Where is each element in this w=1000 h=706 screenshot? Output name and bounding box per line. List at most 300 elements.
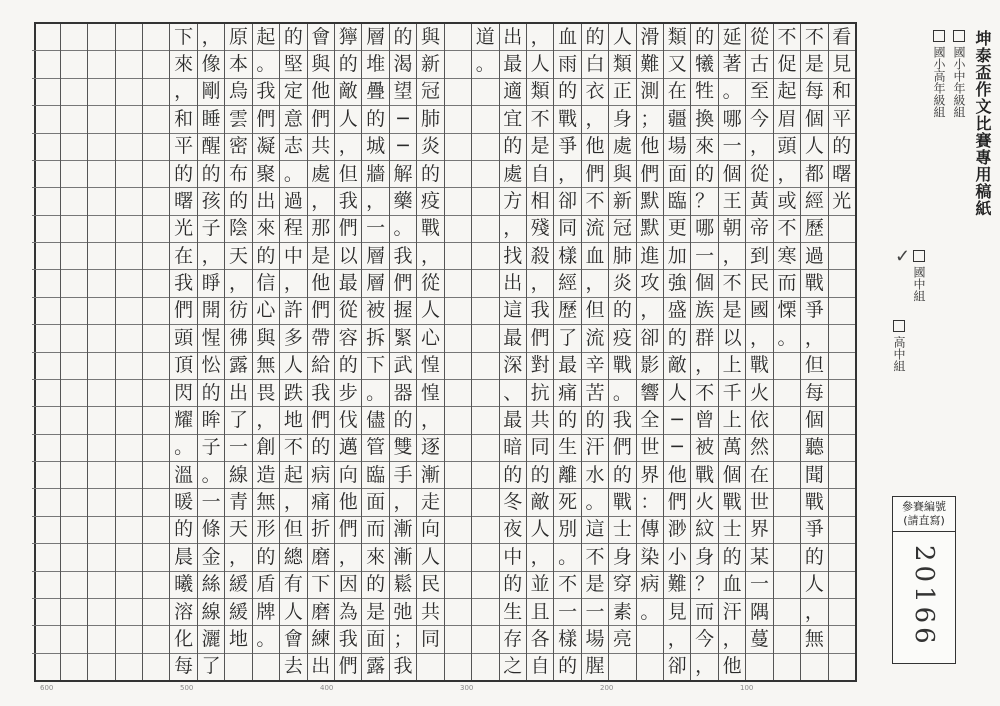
grid-cell: 牲	[691, 79, 717, 106]
grid-cell: ，	[500, 216, 526, 243]
grid-cell: ，	[719, 243, 745, 270]
grid-cell	[32, 24, 59, 51]
grid-cell: ，	[335, 134, 361, 161]
grid-cell: 被	[362, 298, 388, 325]
grid-cell: 們	[308, 298, 334, 325]
grid-cell: 中	[280, 243, 306, 270]
grid-cell: 的	[500, 134, 526, 161]
grid-cell	[88, 489, 114, 516]
grid-cell	[829, 407, 855, 434]
grid-cell: ，	[527, 544, 553, 571]
grid-cell: 從	[746, 24, 772, 51]
grid-cell: 火	[691, 489, 717, 516]
grid-cell: 平	[170, 134, 196, 161]
grid-cell: 個	[801, 106, 827, 133]
grid-cell	[116, 517, 142, 544]
grid-cell	[143, 462, 169, 489]
grid-cell: 肺	[417, 106, 443, 133]
grid-cell: 的	[500, 462, 526, 489]
grid-cell	[32, 517, 59, 544]
grid-cell: 卻	[637, 325, 663, 352]
grid-column	[553, 24, 580, 680]
grid-cell: 經	[554, 270, 580, 297]
grid-cell	[88, 270, 114, 297]
grid-cell: ，	[280, 270, 306, 297]
grid-cell: 最	[500, 325, 526, 352]
grid-cell: 犧	[691, 51, 717, 78]
grid-cell: 適	[500, 79, 526, 106]
grid-cell: 身	[609, 544, 635, 571]
grid-cell: 走	[417, 489, 443, 516]
grid-cell: 爭	[801, 298, 827, 325]
grid-cell: ，	[417, 243, 443, 270]
grid-cell: 雙	[390, 435, 416, 462]
grid-column	[444, 24, 471, 680]
grid-cell: 著	[719, 51, 745, 78]
grid-cell	[417, 654, 443, 680]
grid-cell: 世	[746, 489, 772, 516]
grid-cell: 冬	[500, 489, 526, 516]
grid-cell	[445, 435, 471, 462]
grid-cell: 面	[362, 489, 388, 516]
grid-cell	[472, 106, 498, 133]
option-elementary-middle: 國小中年級組	[948, 30, 968, 118]
grid-cell: 相	[527, 188, 553, 215]
grid-cell: 的	[362, 572, 388, 599]
grid-cell: 邁	[335, 435, 361, 462]
grid-cell: 的	[500, 572, 526, 599]
grid-cell: 之	[503, 655, 523, 678]
grid-cell: 汗	[719, 599, 745, 626]
grid-cell: 病	[637, 572, 663, 599]
grid-cell	[32, 188, 59, 215]
grid-cell	[445, 161, 471, 188]
grid-cell	[829, 243, 855, 270]
grid-cell: 敵	[335, 79, 361, 106]
grid-column	[663, 24, 690, 680]
grid-cell: 像	[198, 51, 224, 78]
grid-cell: 向	[335, 462, 361, 489]
grid-cell: 加	[664, 243, 690, 270]
grid-cell: 彷	[225, 298, 251, 325]
grid-cell	[116, 544, 142, 571]
grid-cell	[445, 654, 471, 680]
grid-cell: 容	[335, 325, 361, 352]
grid-cell: 溶	[170, 599, 196, 626]
grid-cell: 個	[691, 270, 717, 297]
grid-cell	[32, 626, 59, 653]
grid-cell: ；	[637, 106, 663, 133]
grid-cell	[472, 161, 498, 188]
grid-cell: 而	[691, 599, 717, 626]
grid-cell: 曙	[170, 188, 196, 215]
grid-cell: 給	[308, 353, 334, 380]
grid-cell	[88, 544, 114, 571]
grid-cell	[445, 544, 471, 571]
grid-cell: 。	[637, 599, 663, 626]
grid-cell	[637, 654, 663, 680]
grid-cell: 抗	[527, 380, 553, 407]
grid-cell	[609, 654, 635, 680]
grid-cell: 的	[198, 161, 224, 188]
grid-cell	[143, 626, 169, 653]
grid-cell	[445, 188, 471, 215]
grid-cell	[61, 243, 87, 270]
grid-cell	[88, 353, 114, 380]
grid-cell: 的	[719, 544, 745, 571]
grid-cell: 隅	[746, 599, 772, 626]
grid-cell: 子	[198, 216, 224, 243]
grid-cell: 深	[500, 353, 526, 380]
grid-cell: 。	[390, 216, 416, 243]
grid-cell	[116, 325, 142, 352]
grid-cell	[143, 544, 169, 571]
grid-cell: 的	[801, 544, 827, 571]
grid-cell	[116, 134, 142, 161]
grid-cell	[143, 270, 169, 297]
grid-cell: 線	[198, 599, 224, 626]
grid-cell: 漸	[417, 462, 443, 489]
grid-cell	[829, 270, 855, 297]
grid-cell: 肺	[609, 243, 635, 270]
grid-cell	[774, 435, 800, 462]
grid-cell: 聞	[801, 462, 827, 489]
grid-cell: 醒	[198, 134, 224, 161]
grid-cell	[116, 270, 142, 297]
grid-cell: 不	[554, 572, 580, 599]
grid-cell: 牆	[362, 161, 388, 188]
grid-cell: 雲	[225, 106, 251, 133]
grid-cell	[116, 79, 142, 106]
grid-cell: 又	[664, 51, 690, 78]
grid-cell: 的	[253, 243, 279, 270]
grid-column	[581, 24, 608, 680]
grid-cell: 場	[582, 626, 608, 653]
grid-column	[773, 24, 800, 680]
grid-cell	[32, 298, 59, 325]
grid-cell: 從	[417, 270, 443, 297]
grid-cell: 生	[554, 435, 580, 462]
grid-cell: ，	[198, 24, 224, 51]
grid-column	[169, 24, 196, 680]
grid-cell: 衣	[582, 79, 608, 106]
grid-cell: 疫	[417, 188, 443, 215]
form-header	[880, 30, 998, 410]
grid-cell: 們	[170, 298, 196, 325]
grid-cell	[445, 134, 471, 161]
grid-cell: 定	[280, 79, 306, 106]
grid-cell	[88, 243, 114, 270]
code-label: 參賽編號 (請直寫)	[893, 497, 955, 532]
grid-cell: 向	[417, 517, 443, 544]
grid-cell: 漸	[390, 517, 416, 544]
grid-cell: 。	[362, 380, 388, 407]
grid-cell: 。	[280, 161, 306, 188]
grid-column	[828, 24, 855, 680]
grid-cell: 血	[582, 243, 608, 270]
grid-column	[526, 24, 553, 680]
grid-cell: ，	[417, 407, 443, 434]
grid-cell: 多	[280, 325, 306, 352]
grid-column	[800, 24, 827, 680]
grid-cell	[445, 106, 471, 133]
grid-cell: 志	[280, 134, 306, 161]
grid-cell: 面	[362, 626, 388, 653]
grid-cell: 儘	[362, 407, 388, 434]
grid-cell: 士	[609, 517, 635, 544]
grid-cell: 的	[691, 161, 717, 188]
grid-cell: 們	[335, 517, 361, 544]
grid-cell: 的	[664, 325, 690, 352]
grid-cell: ，	[280, 489, 306, 516]
grid-cell: 來	[362, 544, 388, 571]
grid-cell: 的	[280, 24, 306, 51]
grid-cell: 延	[719, 24, 745, 51]
grid-cell: 面	[664, 161, 690, 188]
grid-cell: 場	[664, 134, 690, 161]
grid-cell: 緩	[225, 599, 251, 626]
grid-cell	[61, 325, 87, 352]
grid-column	[32, 24, 59, 680]
grid-cell: 素	[609, 599, 635, 626]
grid-cell	[88, 188, 114, 215]
grid-cell: 的	[225, 188, 251, 215]
grid-cell: 和	[170, 106, 196, 133]
grid-cell: 的	[554, 79, 580, 106]
grid-column	[745, 24, 772, 680]
grid-cell	[61, 106, 87, 133]
grid-cell: 爭	[801, 517, 827, 544]
grid-cell	[829, 298, 855, 325]
grid-cell: 古	[746, 51, 772, 78]
grid-cell: 宜	[500, 106, 526, 133]
grid-cell: 最	[500, 407, 526, 434]
grid-cell: 。	[582, 489, 608, 516]
grid-cell: 武	[390, 353, 416, 380]
grid-cell: 卻	[667, 655, 687, 678]
grid-cell	[829, 489, 855, 516]
grid-cell: 默	[637, 188, 663, 215]
grid-cell	[32, 353, 59, 380]
grid-cell	[116, 462, 142, 489]
grid-cell	[88, 517, 114, 544]
grid-cell: 他	[637, 134, 663, 161]
checkbox[interactable]	[953, 30, 965, 42]
grid-cell: 無	[253, 489, 279, 516]
grid-cell	[61, 435, 87, 462]
grid-cell: 染	[637, 544, 663, 571]
grid-cell: 開	[198, 298, 224, 325]
grid-cell: 天	[225, 243, 251, 270]
grid-cell: 攻	[637, 270, 663, 297]
grid-column	[636, 24, 663, 680]
grid-cell: 不	[774, 216, 800, 243]
grid-cell: 疊	[362, 79, 388, 106]
grid-cell: 下	[362, 353, 388, 380]
grid-cell: 不	[582, 188, 608, 215]
grid-cell: 上	[719, 353, 745, 380]
grid-cell	[143, 134, 169, 161]
grid-cell: 的	[198, 380, 224, 407]
grid-cell: 最	[554, 353, 580, 380]
grid-cell: 層	[362, 243, 388, 270]
grid-cell	[472, 517, 498, 544]
grid-cell: 紋	[691, 517, 717, 544]
option-senior-high: 高中組	[888, 320, 908, 372]
grid-cell: 出	[500, 270, 526, 297]
grid-cell: 流	[582, 216, 608, 243]
grid-cell: 世	[637, 435, 663, 462]
grid-cell: 痛	[308, 489, 334, 516]
grid-cell: 找	[500, 243, 526, 270]
grid-cell: 平	[829, 106, 855, 133]
check-mark-icon: ✓	[895, 246, 911, 267]
grid-cell	[774, 626, 800, 653]
grid-cell: 群	[691, 325, 717, 352]
grid-cell: 。	[253, 626, 279, 653]
grid-cell: 的	[390, 24, 416, 51]
grid-cell	[32, 325, 59, 352]
grid-cell: 共	[527, 407, 553, 434]
checkbox[interactable]	[933, 30, 945, 42]
grid-cell: 的	[609, 298, 635, 325]
grid-cell: 地	[280, 407, 306, 434]
grid-cell	[143, 51, 169, 78]
grid-cell: 去	[283, 655, 303, 678]
grid-cell: ，	[637, 298, 663, 325]
grid-cell: 戰	[719, 489, 745, 516]
grid-cell: 痛	[554, 380, 580, 407]
grid-cell	[829, 435, 855, 462]
grid-cell: 。	[554, 544, 580, 571]
grid-cell	[61, 298, 87, 325]
grid-cell	[143, 654, 169, 680]
grid-cell: 爭	[554, 134, 580, 161]
grid-cell	[774, 353, 800, 380]
grid-cell	[116, 353, 142, 380]
grid-cell: 戰	[554, 106, 580, 133]
grid-cell: 的	[582, 24, 608, 51]
grid-cell: 血	[719, 572, 745, 599]
grid-cell: 練	[308, 626, 334, 653]
grid-cell: 了	[554, 325, 580, 352]
grid-cell	[445, 79, 471, 106]
grid-cell: 他	[722, 655, 742, 678]
grid-cell: 曾	[691, 407, 717, 434]
grid-cell: 出	[225, 380, 251, 407]
grid-column	[60, 24, 87, 680]
grid-cell: 伐	[335, 407, 361, 434]
grid-cell: 戰	[417, 216, 443, 243]
grid-cell: 但	[280, 517, 306, 544]
grid-cell: 民	[417, 572, 443, 599]
grid-cell: 人	[609, 24, 635, 51]
grid-cell	[61, 572, 87, 599]
grid-cell: 民	[746, 270, 772, 297]
grid-cell	[445, 325, 471, 352]
grid-cell: 帶	[308, 325, 334, 352]
grid-cell	[445, 517, 471, 544]
grid-cell: 來	[253, 216, 279, 243]
grid-cell: 類	[664, 24, 690, 51]
grid-cell: 哪	[719, 106, 745, 133]
grid-cell: 人	[527, 51, 553, 78]
grid-cell	[61, 79, 87, 106]
grid-cell: 同	[417, 626, 443, 653]
grid-cell	[774, 407, 800, 434]
grid-cell: 疆	[664, 106, 690, 133]
grid-cell: 線	[225, 462, 251, 489]
grid-cell: 國	[746, 298, 772, 325]
grid-cell: 聚	[253, 161, 279, 188]
grid-cell: 彿	[225, 325, 251, 352]
grid-cell: 盾	[253, 572, 279, 599]
grid-column	[307, 24, 334, 680]
grid-cell: 們	[253, 106, 279, 133]
grid-cell: 個	[719, 161, 745, 188]
grid-cell	[32, 435, 59, 462]
grid-cell: 的	[558, 655, 578, 678]
grid-cell	[116, 188, 142, 215]
grid-column	[608, 24, 635, 680]
grid-cell: 而	[774, 270, 800, 297]
grid-cell	[143, 353, 169, 380]
grid-cell: 管	[362, 435, 388, 462]
grid-cell: 布	[225, 161, 251, 188]
grid-cell: 士	[719, 517, 745, 544]
grid-column	[690, 24, 717, 680]
grid-cell: 我	[527, 298, 553, 325]
grid-cell	[472, 489, 498, 516]
grid-cell	[61, 489, 87, 516]
grid-cell: 原	[225, 24, 251, 51]
grid-cell: ，	[198, 243, 224, 270]
grid-cell: 戰	[746, 353, 772, 380]
grid-cell: ，	[335, 544, 361, 571]
grid-cell: 來	[691, 134, 717, 161]
grid-cell	[61, 134, 87, 161]
option-junior-high: 國中組	[908, 250, 928, 302]
grid-cell: 從	[335, 298, 361, 325]
grid-cell: 。	[774, 325, 800, 352]
grid-cell: 創	[253, 435, 279, 462]
grid-cell: 一	[582, 599, 608, 626]
grid-cell: 惺	[198, 325, 224, 352]
char-counter: 500	[180, 684, 194, 692]
checkbox[interactable]	[913, 250, 925, 262]
grid-cell	[774, 654, 800, 680]
grid-cell: 磨	[308, 544, 334, 571]
grid-cell: 折	[308, 517, 334, 544]
grid-cell: 暗	[500, 435, 526, 462]
grid-cell: 死	[554, 489, 580, 516]
grid-cell: ，	[225, 270, 251, 297]
grid-cell: 們	[527, 325, 553, 352]
code-value[interactable]: 20166	[909, 545, 939, 648]
grid-cell: 的	[582, 407, 608, 434]
grid-cell	[116, 51, 142, 78]
grid-cell	[143, 298, 169, 325]
grid-cell: 歷	[554, 298, 580, 325]
grid-cell: 影	[637, 353, 663, 380]
grid-column	[252, 24, 279, 680]
grid-cell	[32, 106, 59, 133]
grid-cell: 們	[308, 106, 334, 133]
grid-column	[279, 24, 306, 680]
grid-cell: 有	[280, 572, 306, 599]
checkbox[interactable]	[893, 320, 905, 332]
grid-cell: 難	[664, 572, 690, 599]
